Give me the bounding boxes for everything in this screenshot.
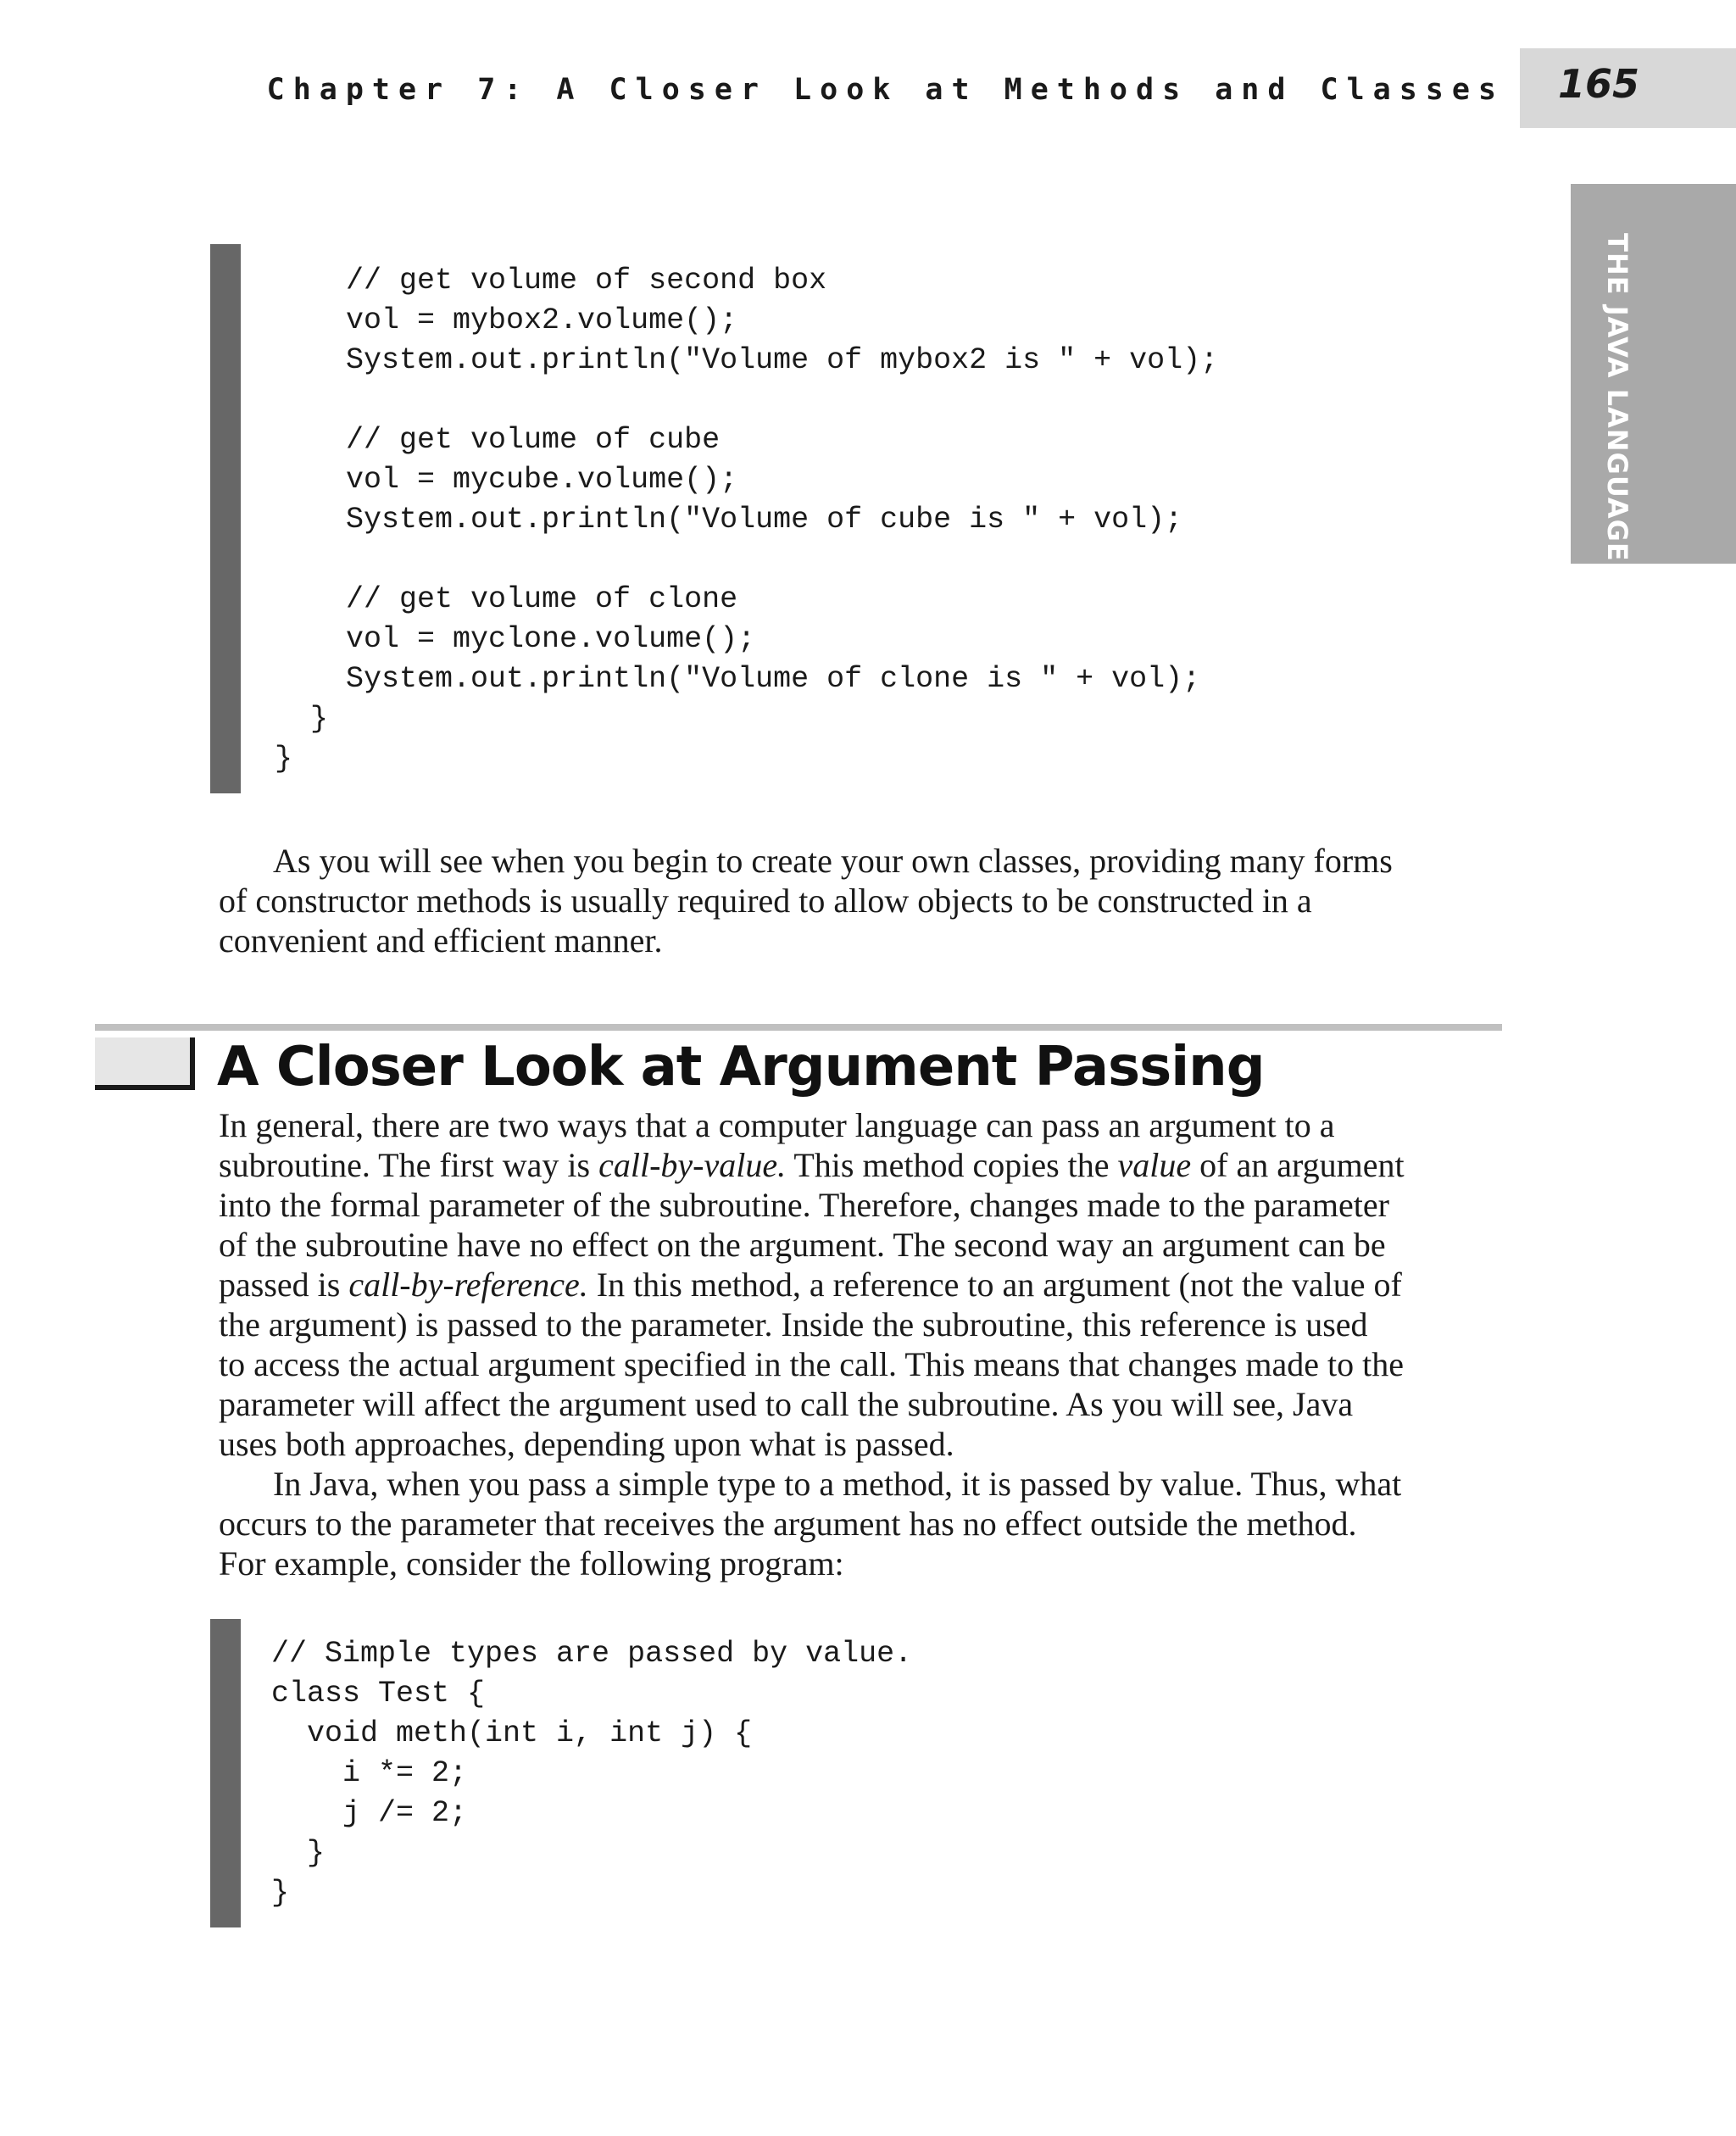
code-line: vol = mybox2.volume();	[275, 303, 738, 337]
code-line: // get volume of second box	[275, 264, 827, 298]
text-line: subroutine. The first way is call-by-value. This method copies the value of an argument	[219, 1146, 1405, 1184]
text-line: uses both approaches, depending upon what is passed.	[219, 1425, 954, 1463]
code-line: // Simple types are passed by value.	[271, 1637, 913, 1671]
code-line: // get volume of clone	[275, 582, 738, 616]
text-line: As you will see when you begin to create your own classes, providing many forms	[273, 842, 1393, 880]
text-line: In general, there are two ways that a computer language can pass an argument to a	[219, 1106, 1335, 1144]
code-line: System.out.println("Volume of clone is " + vol);	[275, 662, 1201, 696]
code-line: System.out.println("Volume of cube is " + vol);	[275, 503, 1183, 537]
emphasis-term: call-by-reference.	[348, 1265, 588, 1304]
code-line: // get volume of cube	[275, 423, 721, 457]
section-heading: A Closer Look at Argument Passing	[217, 1036, 1265, 1099]
code-line: j /= 2;	[271, 1796, 468, 1830]
side-tab	[1571, 184, 1736, 564]
running-head-title: Chapter 7: A Closer Look at Methods and Classes	[266, 73, 1505, 107]
code-line: }	[275, 702, 329, 736]
text-line: parameter will affect the argument used to call the subroutine. As you will see, Java	[219, 1385, 1354, 1423]
code-line: }	[271, 1876, 290, 1910]
section-marker	[95, 1037, 195, 1090]
text-line: For example, consider the following program:	[219, 1544, 844, 1583]
emphasis-term: value	[1117, 1146, 1192, 1184]
text-line: the argument) is passed to the parameter. Inside the subroutine, this reference is used	[219, 1305, 1368, 1343]
code-line: }	[275, 742, 293, 776]
text-line: of constructor methods is usually required to allow objects to be constructed in a	[219, 882, 1312, 920]
text-line: into the formal parameter of the subroutine. Therefore, changes made to the parameter	[219, 1186, 1389, 1224]
text-line: to access the actual argument specified in the call. This means that changes made to the	[219, 1345, 1405, 1383]
side-tab-label: THE JAVA LANGUAGE	[1601, 233, 1633, 562]
text-line: of the subroutine have no effect on the argument. The second way an argument can be	[219, 1226, 1386, 1264]
code-bar	[210, 244, 241, 793]
code-line: vol = mycube.volume();	[275, 463, 738, 497]
page-number: 165	[1558, 61, 1640, 107]
code-line: void meth(int i, int j) {	[271, 1716, 753, 1750]
code-line: class Test {	[271, 1677, 486, 1710]
text-line: In Java, when you pass a simple type to a method, it is passed by value. Thus, what	[273, 1465, 1402, 1503]
paragraph-intro	[219, 841, 1516, 960]
code-line: vol = myclone.volume();	[275, 622, 756, 656]
code-line: i *= 2;	[271, 1756, 468, 1790]
text-line: occurs to the parameter that receives the argument has no effect outside the method.	[219, 1505, 1357, 1543]
code-line: System.out.println("Volume of mybox2 is " + vol);	[275, 343, 1219, 377]
text-line: convenient and efficient manner.	[219, 921, 663, 960]
code-bar	[210, 1619, 241, 1927]
code-line: }	[271, 1836, 326, 1870]
section-rule	[95, 1024, 1502, 1031]
paragraph-argument-passing	[219, 1105, 1516, 1464]
text-line: passed is call-by-reference. In this method, a reference to an argument (not the value of	[219, 1265, 1402, 1304]
emphasis-term: call-by-value.	[598, 1146, 787, 1184]
paragraph-pass-by-value	[219, 1464, 1516, 1583]
